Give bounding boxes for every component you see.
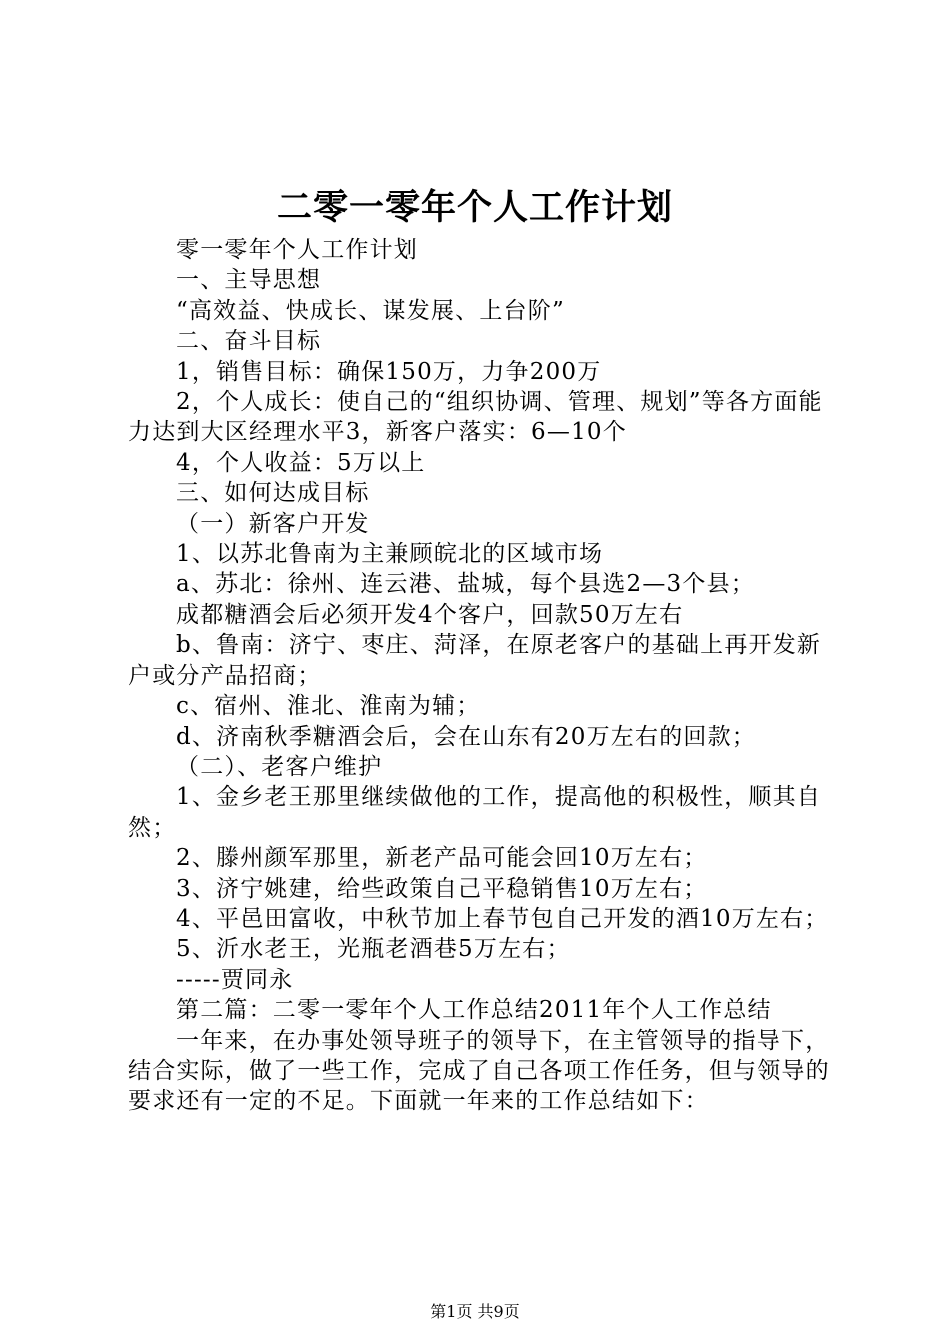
paragraph: 4、平邑田富收，中秋节加上春节包自己开发的酒10万左右； [176, 905, 829, 932]
paragraph: 零一零年个人工作计划 [176, 237, 418, 263]
paragraph: -----贾同永 [176, 966, 294, 993]
document-body [128, 235, 836, 1117]
page-footer: 第1页 共9页 [430, 1302, 520, 1321]
document-title: 二零一零年个人工作计划 [276, 187, 673, 228]
paragraph: 2，个人成长：使自己的“组织协调、管理、规划”等各方面能力达到大区经理水平3，新客户落实：6—10个 [128, 389, 823, 446]
paragraph: b、鲁南：济宁、枣庄、菏泽，在原老客户的基础上再开发新户或分产品招商； [128, 632, 822, 689]
paragraph: 第二篇：二零一零年个人工作总结2011年个人工作总结 [176, 997, 772, 1024]
paragraph: 1、金乡老王那里继续做他的工作，提高他的积极性，顺其自然； [128, 784, 822, 841]
paragraph: 三、如何达成目标 [176, 480, 370, 507]
paragraph: “高效益、快成长、谋发展、上台阶” [176, 297, 565, 324]
paragraph: 一、主导思想 [176, 267, 322, 294]
paragraph: 一年来，在办事处领导班子的领导下，在主管领导的指导下，结合实际，做了一些工作，完成了自己各项工作任务，但与领导的要求还有一定的不足。下面就一年来的工作总结如下： [128, 1027, 830, 1115]
paragraph: 二、奋斗目标 [176, 328, 322, 355]
paragraph: a、苏北：徐州、连云港、盐城，每个县选2—3个县； [176, 571, 755, 598]
paragraph: 3、济宁姚建，给些政策自己平稳销售10万左右； [176, 875, 708, 902]
paragraph: （一）新客户开发 [176, 510, 370, 537]
paragraph: 2、滕州颜军那里，新老产品可能会回10万左右； [176, 845, 708, 872]
paragraph: c、宿州、淮北、淮南为辅； [176, 693, 481, 720]
paragraph: 1、以苏北鲁南为主兼顾皖北的区域市场 [176, 541, 604, 568]
paragraph: 5、沂水老王，光瓶老酒巷5万左右； [176, 936, 571, 963]
paragraph: 1，销售目标：确保150万，力争200万 [176, 358, 602, 385]
paragraph: d、济南秋季糖酒会后，会在山东有20万左右的回款； [176, 723, 756, 750]
paragraph: 成都糖酒会后必须开发4个客户，回款50万左右 [176, 601, 684, 628]
paragraph: 4，个人收益：5万以上 [176, 449, 426, 476]
paragraph: （二）、老客户维护 [176, 753, 383, 780]
